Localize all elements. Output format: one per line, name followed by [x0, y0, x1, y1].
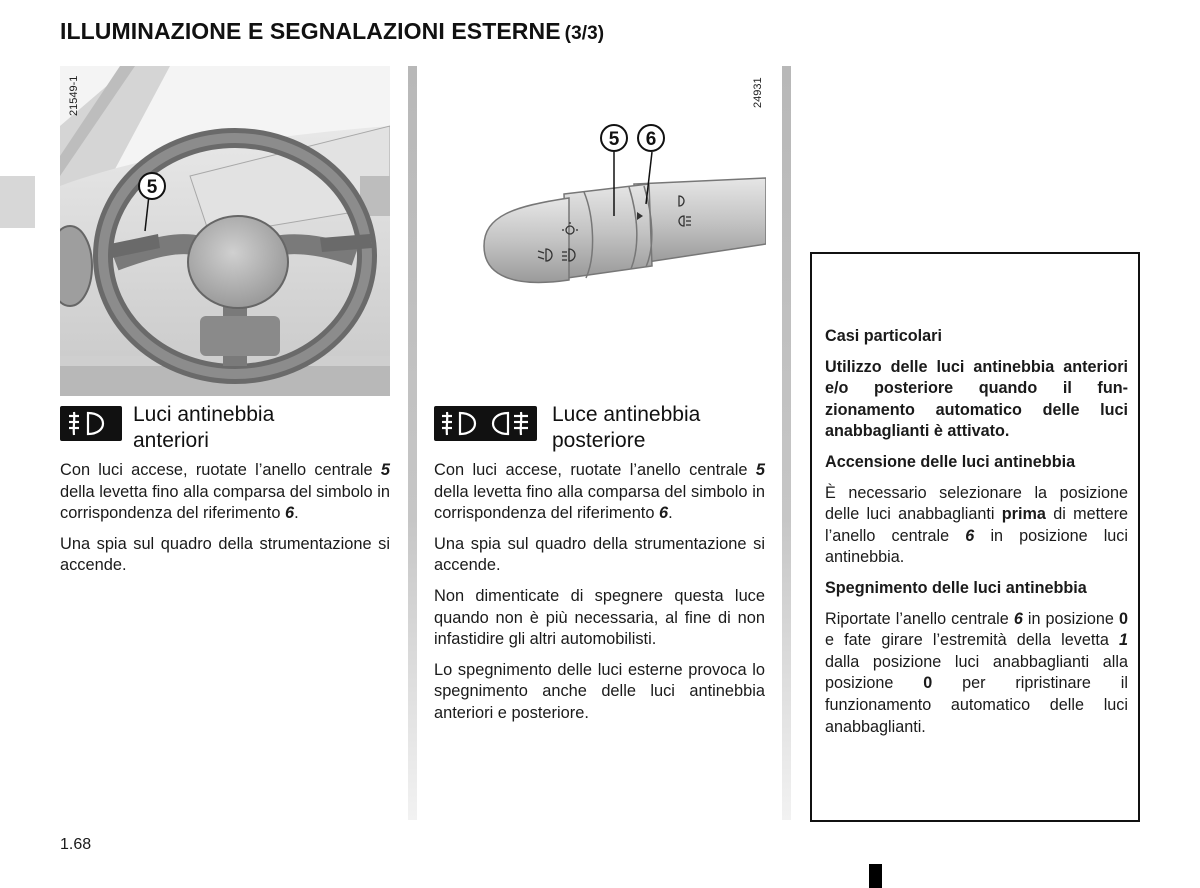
figure-code-21549: 21549-1	[68, 75, 80, 116]
callout-6-lever	[635, 122, 667, 154]
page-title	[60, 18, 604, 45]
lever-figure	[434, 66, 766, 326]
left-paragraph-2: Una spia sul quadro della strumentazione si accende.	[60, 534, 390, 575]
ref-6: 6	[659, 504, 669, 523]
rear-fog-light-icon-box	[434, 406, 537, 441]
section-title-line1: Luce antinebbia	[552, 403, 701, 426]
left-paragraph-1	[60, 460, 390, 525]
title-main: ILLUMINAZIONE E SEGNALAZIONI ESTERNE	[60, 18, 561, 44]
text-run: per ripristinare il funzionamento automatico delle luci anabbaglianti.	[825, 674, 1128, 736]
callout-6-lever-label: 6	[645, 129, 657, 150]
switch-on-heading: Accensione delle luci antinebbia	[825, 452, 1076, 471]
ref-5: 5	[380, 461, 390, 479]
section-title-front-fog	[133, 402, 274, 454]
callout-5-label: 5	[146, 177, 158, 198]
callout-5-steering	[136, 170, 168, 202]
text-run: in posizione	[1022, 609, 1119, 628]
page-number: 1.68	[60, 836, 92, 853]
middle-paragraph-4: Lo spegnimento delle luci esterne provoca lo spegnimento anche delle luci antinebbia anteriori e posteriore.	[434, 660, 765, 722]
switch-off-paragraph	[825, 609, 1128, 739]
title-suffix: (3/3)	[564, 23, 605, 44]
special-cases-heading: Casi particolari	[825, 327, 942, 345]
steering-wheel-figure	[60, 66, 390, 396]
page-edge-mark	[869, 864, 882, 888]
text-run: dalla posizione luci anabbaglianti alla posizione	[825, 652, 1128, 693]
switch-off-heading: Spegnimento delle luci antinebbia	[825, 578, 1087, 597]
section-title-line1: Luci antinebbia	[133, 403, 275, 426]
ref-1: 1	[1118, 631, 1128, 650]
ref-6: 6	[965, 526, 975, 545]
text-run: in posizione luci antinebbia.	[825, 526, 1129, 567]
special-cases-lead: Utilizzo delle luci antinebbia anteriori e/o posteriore quando il funzionamento automatico delle luci anabbaglianti è attivato.	[825, 357, 1128, 441]
section-title-line2: posteriore	[552, 429, 646, 452]
text-run: Con luci accese, ruotate l’anello centrale	[434, 461, 756, 479]
text-run: .	[668, 504, 673, 523]
chapter-tab	[0, 176, 35, 228]
section-title-rear-fog	[552, 402, 700, 454]
ref-0: 0	[1118, 609, 1128, 628]
special-cases-box	[810, 252, 1140, 822]
emphasis-prima: prima	[1001, 505, 1046, 524]
callout-5-lever	[598, 122, 630, 154]
section-title-line2: anteriori	[133, 429, 209, 452]
lever-illustration	[434, 66, 766, 326]
text-run: e fate girare l’estremità della levetta	[825, 631, 1119, 650]
column-separator-right	[782, 66, 791, 820]
callout-5-lever-label: 5	[608, 129, 620, 150]
column-separator-left	[408, 66, 417, 820]
ref-6: 6	[1013, 609, 1023, 628]
text-run: .	[294, 504, 299, 523]
middle-column-text	[434, 460, 765, 734]
text-run: È necessario selezionare la posizione delle luci anabbaglianti	[825, 483, 1128, 524]
front-and-rear-fog-icons	[434, 406, 537, 441]
front-fog-light-icon-box	[60, 406, 122, 441]
special-cases-content	[825, 326, 1128, 747]
text-run: di mettere l’anello centrale	[825, 505, 1128, 545]
text-run: Con luci accese, ruotate l’anello centrale	[60, 461, 381, 479]
steering-wheel-illustration	[60, 66, 390, 396]
ref-5: 5	[755, 461, 765, 479]
middle-paragraph-3: Non dimenticate di spegnere questa luce quando non è più necessaria, al fine di non infastidire gli altri automobilisti.	[434, 586, 765, 649]
left-column-text	[60, 460, 390, 586]
text-run: della levetta fino alla comparsa del simbolo in corrispondenza del riferimento	[434, 482, 765, 523]
ref-6: 6	[285, 504, 295, 523]
middle-paragraph-1	[434, 460, 765, 525]
middle-paragraph-2: Una spia sul quadro della strumentazione si accende.	[434, 534, 765, 575]
figure-code-24931: 24931	[752, 77, 764, 108]
front-fog-light-icon	[60, 406, 122, 441]
ref-0: 0	[923, 674, 933, 693]
switch-on-paragraph	[825, 483, 1128, 569]
text-run: Riportate l’anello centrale	[825, 609, 1014, 628]
text-run: della levetta fino alla comparsa del simbolo in corrispondenza del riferimento	[60, 482, 390, 523]
